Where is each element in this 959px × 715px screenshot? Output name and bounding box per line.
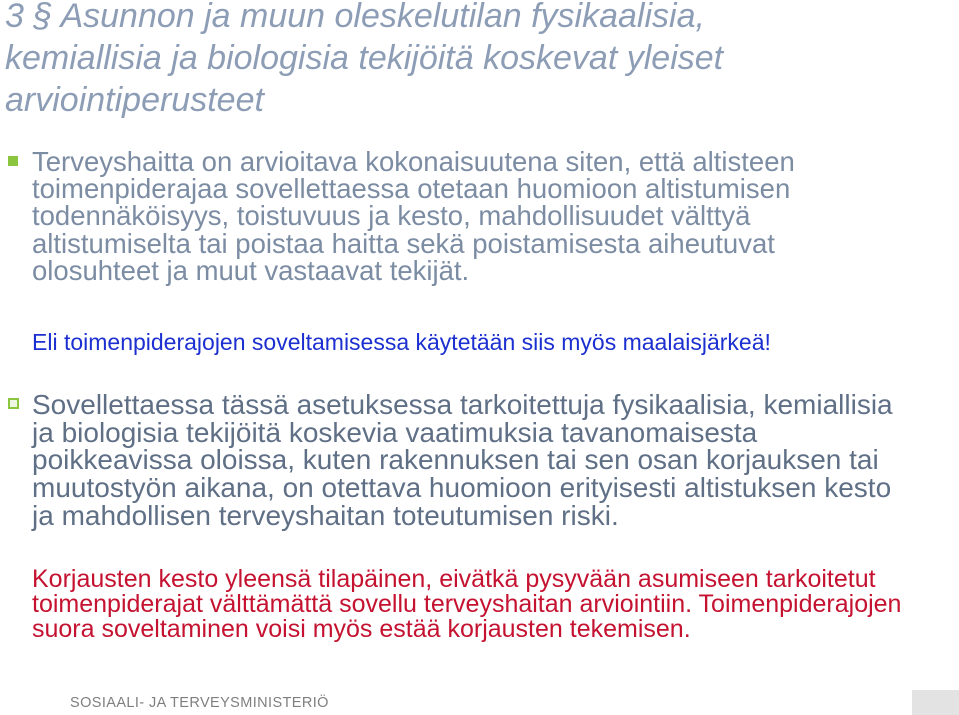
common-sense-note: [32, 328, 771, 356]
outlined-square-bullet-icon: [8, 398, 19, 409]
paragraph-line: poikkeavissa oloissa, kuten rakennuksen tai sen osan korjauksen tai: [32, 444, 879, 476]
filled-square-bullet-icon: [8, 156, 18, 166]
paragraph-line: toimenpiderajaa sovellettaessa otetaan huomioon altistumisen: [32, 173, 791, 205]
paragraph-line: Terveyshaitta on arvioitava kokonaisuutena siten, että altisteen: [32, 146, 795, 177]
note-line: suora soveltaminen voisi myös estää korjausten tekemisen.: [32, 615, 691, 643]
paragraph-line: Sovellettaessa tässä asetuksessa tarkoitettuja fysikaalisia, kemiallisia: [32, 389, 893, 420]
slide-title: [5, 0, 723, 121]
note-line: Eli toimenpiderajojen soveltamisessa käytetään siis myös maalaisjärkeä!: [32, 329, 771, 355]
bullet-paragraph-health-hazard: [32, 148, 795, 284]
note-line: toimenpiderajat välttämättä sovellu terveyshaitan arviointiin. Toimenpiderajojen: [32, 590, 902, 618]
slide-title-line: 3 § Asunnon ja muun oleskelutilan fysikaalisia,: [5, 0, 705, 35]
bullet-paragraph-exceptional-conditions: [32, 391, 893, 530]
paragraph-line: altistumiselta tai poistaa haitta sekä poistamisesta aiheutuvat: [32, 227, 775, 259]
ministry-logo-text: SOSIAALI- JA TERVEYSMINISTERIÖ: [70, 695, 329, 711]
paragraph-line: ja mahdollisen terveyshaitan toteutumisen riski.: [32, 499, 619, 531]
paragraph-line: muutostyön aikana, on otettava huomioon erityisesti altistuksen kesto: [32, 472, 892, 504]
slide-title-line: arviointiperusteet: [5, 81, 264, 119]
slide-title-line: kemiallisia ja biologisia tekijöitä koskevat yleiset: [5, 39, 724, 77]
footer-decoration: [912, 690, 959, 715]
note-line: Korjausten kesto yleensä tilapäinen, eivätkä pysyvään asumiseen tarkoitetut: [32, 565, 876, 593]
renovation-duration-note: [32, 567, 901, 642]
paragraph-line: todennäköisyys, toistuvuus ja kesto, mahdollisuudet välttyä: [32, 200, 751, 232]
paragraph-line: ja biologisia tekijöitä koskevia vaatimuksia tavanomaisesta: [32, 416, 758, 448]
paragraph-line: olosuhteet ja muut vastaavat tekijät.: [32, 254, 470, 286]
